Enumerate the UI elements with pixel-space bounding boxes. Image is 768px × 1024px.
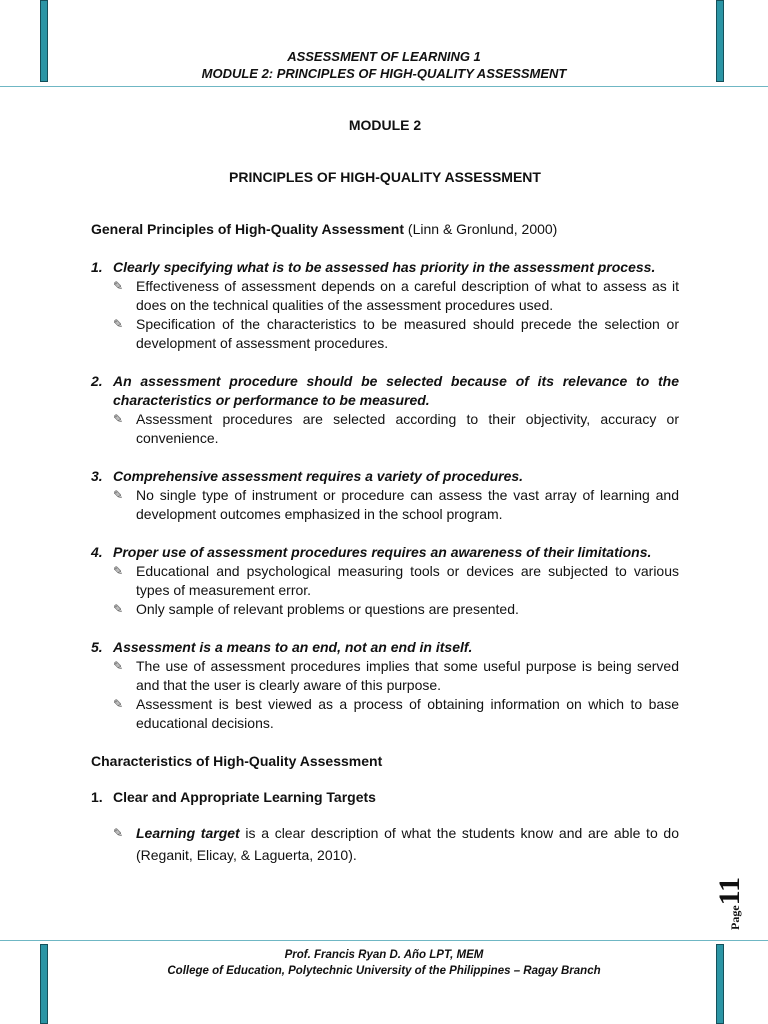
pencil-icon: ✎ bbox=[113, 279, 124, 293]
principle-title: Clearly specifying what is to be assessed has priority in the assessment process. bbox=[113, 259, 656, 275]
principle-bullets bbox=[91, 277, 679, 353]
principle-title: Assessment is a means to an end, not an end in itself. bbox=[113, 639, 473, 655]
principle-number: 3. bbox=[91, 468, 103, 484]
principle-bullets bbox=[91, 410, 679, 448]
page-number-value: 11 bbox=[713, 876, 746, 906]
principle-item bbox=[91, 543, 679, 619]
page-word: Page bbox=[728, 905, 742, 930]
learning-target-text bbox=[136, 822, 679, 866]
principle-bullets bbox=[91, 486, 679, 524]
list-item bbox=[113, 600, 679, 619]
bullet-text: Effectiveness of assessment depends on a careful description of what to assess as it does on the technical qualities of the assessment procedures used. bbox=[136, 278, 679, 313]
general-citation: (Linn & Gronlund, 2000) bbox=[407, 221, 558, 237]
bullet-text: No single type of instrument or procedure can assess the vast array of learning and development outcomes emphasized in the school program. bbox=[136, 487, 679, 522]
principle-item bbox=[91, 467, 679, 524]
page-number bbox=[713, 862, 753, 930]
characteristic-number: 1. bbox=[91, 789, 103, 805]
principle-heading bbox=[91, 372, 679, 410]
bullet-text: The use of assessment procedures implies that some useful purpose is being served and that the user is clearly aware of this purpose. bbox=[136, 658, 679, 693]
principle-title: An assessment procedure should be selected because of its relevance to the characteristics or performance to be measured. bbox=[113, 373, 679, 408]
learning-target-definition: is a clear description of what the students know and are able to do (Reganit, Elicay, & Laguerta, 2010). bbox=[136, 825, 680, 863]
learning-target-list bbox=[91, 822, 679, 866]
footer-author: Prof. Francis Ryan D. Año LPT, MEM bbox=[284, 949, 484, 961]
principle-title: Comprehensive assessment requires a variety of procedures. bbox=[113, 468, 524, 484]
principle-bullets bbox=[91, 657, 679, 733]
footer-institution: College of Education, Polytechnic University of the Philippines – Ragay Branch bbox=[167, 965, 601, 977]
list-item bbox=[113, 486, 679, 524]
principle-heading bbox=[91, 543, 679, 562]
principle-bullets bbox=[91, 562, 679, 619]
list-item bbox=[113, 315, 679, 353]
characteristics-heading: Characteristics of High-Quality Assessment bbox=[91, 753, 383, 769]
general-heading-text: General Principles of High-Quality Assessment bbox=[91, 221, 405, 237]
module-label: MODULE 2 bbox=[348, 117, 422, 133]
list-item bbox=[113, 822, 679, 866]
principle-heading bbox=[91, 638, 679, 657]
list-item bbox=[113, 277, 679, 315]
principle-number: 2. bbox=[91, 373, 103, 389]
principle-number: 1. bbox=[91, 259, 103, 275]
pencil-icon: ✎ bbox=[113, 412, 124, 426]
principle-number: 4. bbox=[91, 544, 103, 560]
principle-item bbox=[91, 638, 679, 733]
page-footer bbox=[0, 947, 768, 979]
principle-item bbox=[91, 372, 679, 448]
principles-list bbox=[91, 258, 679, 733]
pencil-icon: ✎ bbox=[113, 659, 124, 673]
principle-title: Proper use of assessment procedures requires an awareness of their limitations. bbox=[113, 544, 652, 560]
characteristic-title: Clear and Appropriate Learning Targets bbox=[113, 789, 376, 805]
pencil-icon: ✎ bbox=[113, 488, 124, 502]
bullet-text: Assessment procedures are selected according to their objectivity, accuracy or convenience. bbox=[136, 411, 679, 446]
footer-rule bbox=[0, 940, 768, 941]
document-body bbox=[91, 116, 679, 866]
pencil-icon: ✎ bbox=[113, 564, 124, 578]
header-course: ASSESSMENT OF LEARNING 1 bbox=[287, 49, 481, 64]
principle-number: 5. bbox=[91, 639, 103, 655]
bullet-text: Educational and psychological measuring tools or devices are subjected to various types of measurement error. bbox=[136, 563, 679, 598]
principle-heading bbox=[91, 258, 679, 277]
characteristic-item-1 bbox=[91, 788, 679, 807]
list-item bbox=[113, 562, 679, 600]
principle-item bbox=[91, 258, 679, 353]
bullet-text: Specification of the characteristics to be measured should precede the selection or development of assessment procedures. bbox=[136, 316, 679, 351]
list-item bbox=[113, 657, 679, 695]
pencil-icon: ✎ bbox=[113, 697, 124, 711]
pencil-icon: ✎ bbox=[113, 602, 124, 616]
pencil-icon: ✎ bbox=[113, 826, 124, 840]
learning-target-term: Learning target bbox=[136, 825, 240, 841]
page-title: PRINCIPLES OF HIGH-QUALITY ASSESSMENT bbox=[229, 169, 541, 185]
list-item bbox=[113, 695, 679, 733]
header-rule bbox=[0, 86, 768, 87]
pencil-icon: ✎ bbox=[113, 317, 124, 331]
bullet-text: Assessment is best viewed as a process of obtaining information on which to base educational decisions. bbox=[136, 696, 679, 731]
general-principles-heading bbox=[91, 220, 679, 239]
bullet-text: Only sample of relevant problems or questions are presented. bbox=[136, 601, 519, 617]
list-item bbox=[113, 410, 679, 448]
page-header bbox=[0, 48, 768, 82]
principle-heading bbox=[91, 467, 679, 486]
header-module: MODULE 2: PRINCIPLES OF HIGH-QUALITY ASSESSMENT bbox=[201, 66, 567, 81]
